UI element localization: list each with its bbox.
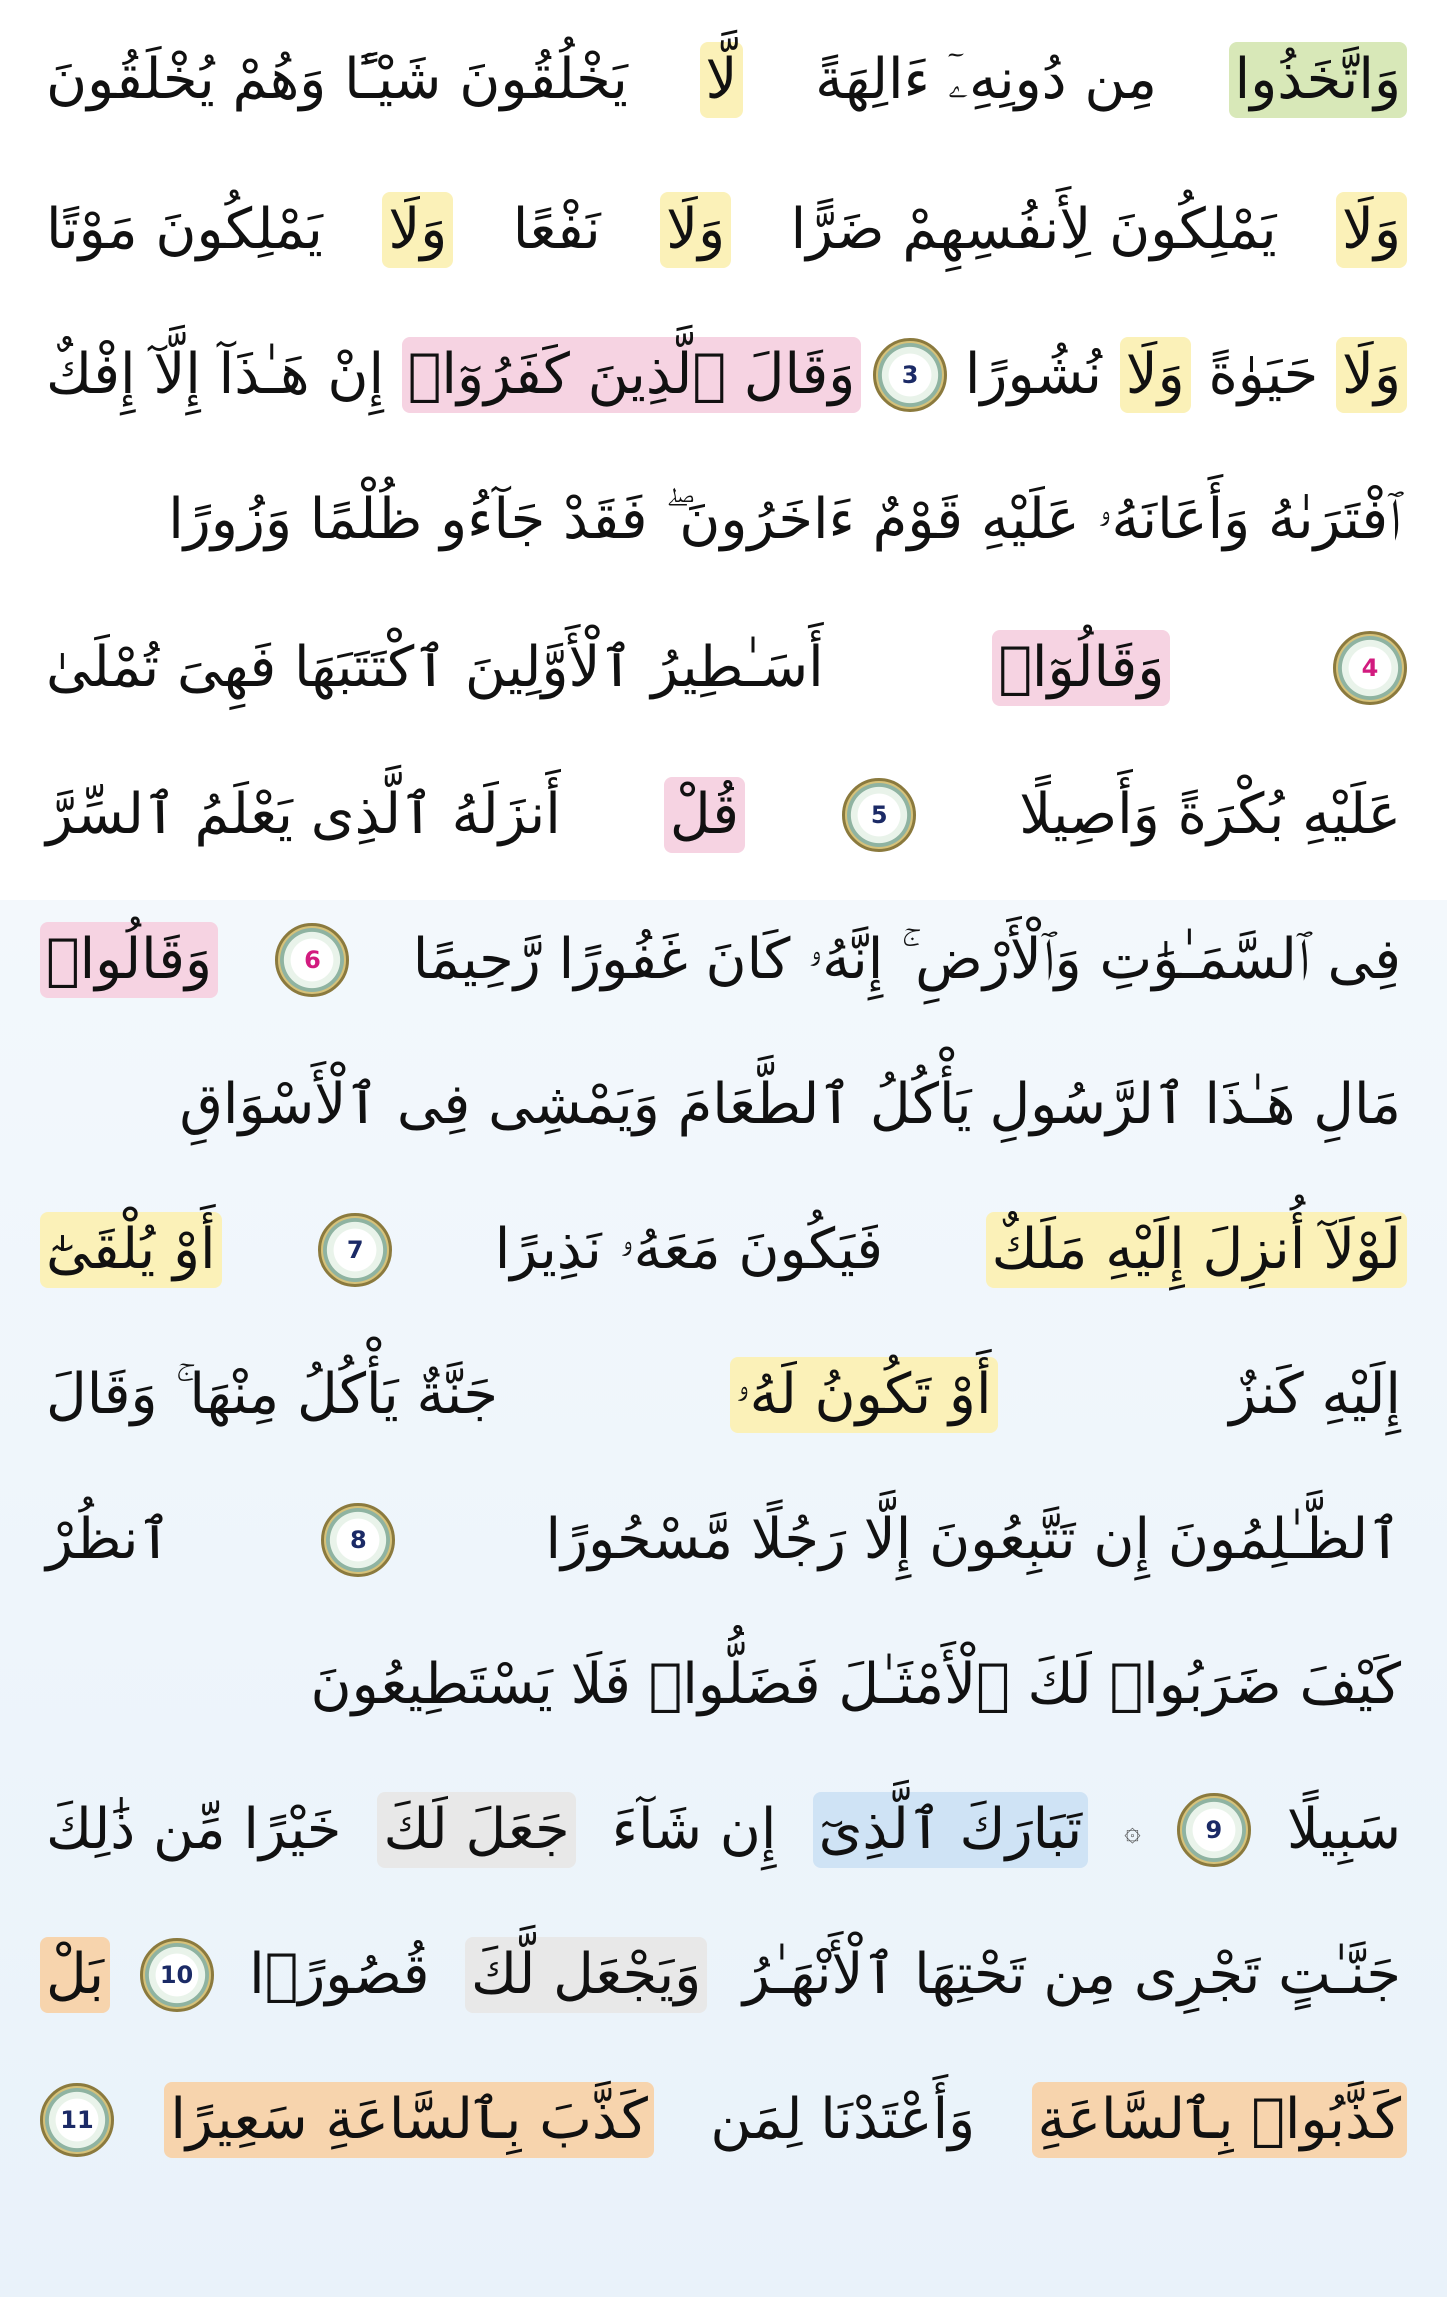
- verse-text: يَمْلِكُونَ لِأَنفُسِهِمْ ضَرًّا: [790, 197, 1277, 263]
- highlighted-verse-text: أَوْ تَكُونُ لَهُۥ: [730, 1357, 998, 1432]
- highlighted-verse-text: كَذَّبُوا۟ بِٱلسَّاعَةِ: [1032, 2082, 1407, 2157]
- verse-text: إِنْ هَـٰذَآ إِلَّآ إِفْكٌ: [46, 342, 385, 408]
- verse-text: فِى ٱلسَّمَـٰوَٰتِ وَٱلْأَرْضِ ۚ إِنَّهُۥ كَانَ غَفُورًا رَّحِيمًا: [412, 927, 1401, 993]
- verse-text: يَمْلِكُونَ مَوْتًا: [46, 197, 323, 263]
- verse-text: خَيْرًا مِّن ذَٰلِكَ: [46, 1797, 342, 1863]
- verse-text: نَفْعًا: [512, 197, 601, 263]
- verse-text: نُشُورًا: [964, 342, 1102, 408]
- verse-text: إِلَيْهِ كَنزٌ: [1229, 1362, 1401, 1428]
- verse-text: سَبِيلًا: [1286, 1797, 1401, 1863]
- highlighted-verse-text: وَلَا: [660, 192, 731, 267]
- verse-line: [40, 160, 1407, 300]
- verse-text: ٱنظُرْ: [46, 1507, 172, 1573]
- highlighted-verse-text: لَّا: [700, 42, 744, 117]
- ayah-number-marker: 6: [275, 923, 349, 997]
- verse-text: أَنزَلَهُ ٱلَّذِى يَعْلَمُ ٱلسِّرَّ: [46, 782, 561, 848]
- verse-line: [40, 598, 1407, 738]
- verse-text: قُصُورًۢا: [249, 1942, 430, 2008]
- verse-line: [40, 2050, 1407, 2190]
- verse-text: أَسَـٰطِيرُ ٱلْأَوَّلِينَ ٱكْتَتَبَهَا فَهِىَ تُمْلَىٰ: [46, 635, 824, 701]
- ayah-number-marker: 4: [1333, 631, 1407, 705]
- ayah-number-marker: 7: [318, 1213, 392, 1287]
- highlighted-verse-text: أَوْ يُلْقَىٰٓ: [40, 1212, 222, 1287]
- highlighted-verse-text: كَذَّبَ بِٱلسَّاعَةِ سَعِيرًا: [164, 2082, 654, 2157]
- verse-line: [40, 890, 1407, 1030]
- hizb-star-icon: ۞: [1124, 1813, 1141, 1847]
- verse-text: فَيَكُونَ مَعَهُۥ نَذِيرًا: [494, 1217, 884, 1283]
- highlighted-verse-text: بَلْ: [40, 1937, 110, 2012]
- ayah-number-marker: 11: [40, 2083, 114, 2157]
- verse-line: [40, 1615, 1407, 1755]
- ayah-number-marker: 8: [321, 1503, 395, 1577]
- highlighted-verse-text: قُلْ: [664, 777, 745, 852]
- highlighted-verse-text: وَلَا: [382, 192, 453, 267]
- verse-line: [40, 1470, 1407, 1610]
- verse-text: جَنَّةٌ يَأْكُلُ مِنْهَا ۚ وَقَالَ: [46, 1362, 499, 1428]
- highlighted-verse-text: وَيَجْعَل لَّكَ: [465, 1937, 707, 2012]
- ayah-number-marker: 5: [842, 778, 916, 852]
- highlighted-verse-text: وَقَالُوٓا۟: [992, 630, 1170, 705]
- verse-text: جَنَّـٰتٍ تَجْرِى مِن تَحْتِهَا ٱلْأَنْهَـٰرُ: [742, 1942, 1401, 2008]
- highlighted-verse-text: وَلَا: [1336, 337, 1407, 412]
- verse-text: ٱفْتَرَىٰهُ وَأَعَانَهُۥ عَلَيْهِ قَوْمٌ ءَاخَرُونَ ۖ فَقَدْ جَآءُو ظُلْمًا وَزُورًا: [168, 487, 1401, 553]
- verse-text: مِن دُونِهِۦٓ ءَالِهَةً: [815, 47, 1157, 113]
- highlighted-verse-text: لَوْلَآ أُنزِلَ إِلَيْهِ مَلَكٌ: [986, 1212, 1407, 1287]
- verse-line: [40, 1325, 1407, 1465]
- verse-text: كَيْفَ ضَرَبُوا۟ لَكَ ٱلْأَمْثَـٰلَ فَضَلُّوا۟ فَلَا يَسْتَطِيعُونَ: [310, 1652, 1401, 1718]
- highlighted-verse-text: وَلَا: [1336, 192, 1407, 267]
- verse-line: [40, 305, 1407, 445]
- verse-text: عَلَيْهِ بُكْرَةً وَأَصِيلًا: [1019, 782, 1401, 848]
- highlighted-verse-text: تَبَارَكَ ٱلَّذِىٓ: [813, 1792, 1089, 1867]
- verse-line: [40, 1180, 1407, 1320]
- verse-line: [40, 450, 1407, 590]
- verse-line: [40, 1035, 1407, 1175]
- verse-text: إِن شَآءَ: [611, 1797, 777, 1863]
- ayah-number-marker: 9: [1177, 1793, 1251, 1867]
- ayah-number-marker: 3: [873, 338, 947, 412]
- verse-line: [40, 745, 1407, 885]
- verse-text: حَيَوٰةً: [1208, 342, 1319, 408]
- verse-line: [40, 1760, 1407, 1900]
- verse-text: وَأَعْتَدْنَا لِمَن: [710, 2087, 976, 2153]
- verse-text: مَالِ هَـٰذَا ٱلرَّسُولِ يَأْكُلُ ٱلطَّعَامَ وَيَمْشِى فِى ٱلْأَسْوَاقِ: [179, 1072, 1401, 1138]
- verse-line: [40, 1905, 1407, 2045]
- ayah-number-marker: 10: [140, 1938, 214, 2012]
- verse-text: ٱلظَّـٰلِمُونَ إِن تَتَّبِعُونَ إِلَّا رَجُلًا مَّسْحُورًا: [545, 1507, 1401, 1573]
- verse-line: [40, 10, 1407, 150]
- highlighted-verse-text: وَقَالُوا۟: [40, 922, 218, 997]
- highlighted-verse-text: وَلَا: [1120, 337, 1191, 412]
- highlighted-verse-text: جَعَلَ لَكَ: [377, 1792, 575, 1867]
- highlighted-verse-text: وَاتَّخَذُوا: [1229, 42, 1407, 117]
- highlighted-verse-text: وَقَالَ ٱلَّذِينَ كَفَرُوٓا۟: [402, 337, 862, 412]
- verse-text: يَخْلُقُونَ شَيْـًٔا وَهُمْ يُخْلَقُونَ: [46, 47, 628, 113]
